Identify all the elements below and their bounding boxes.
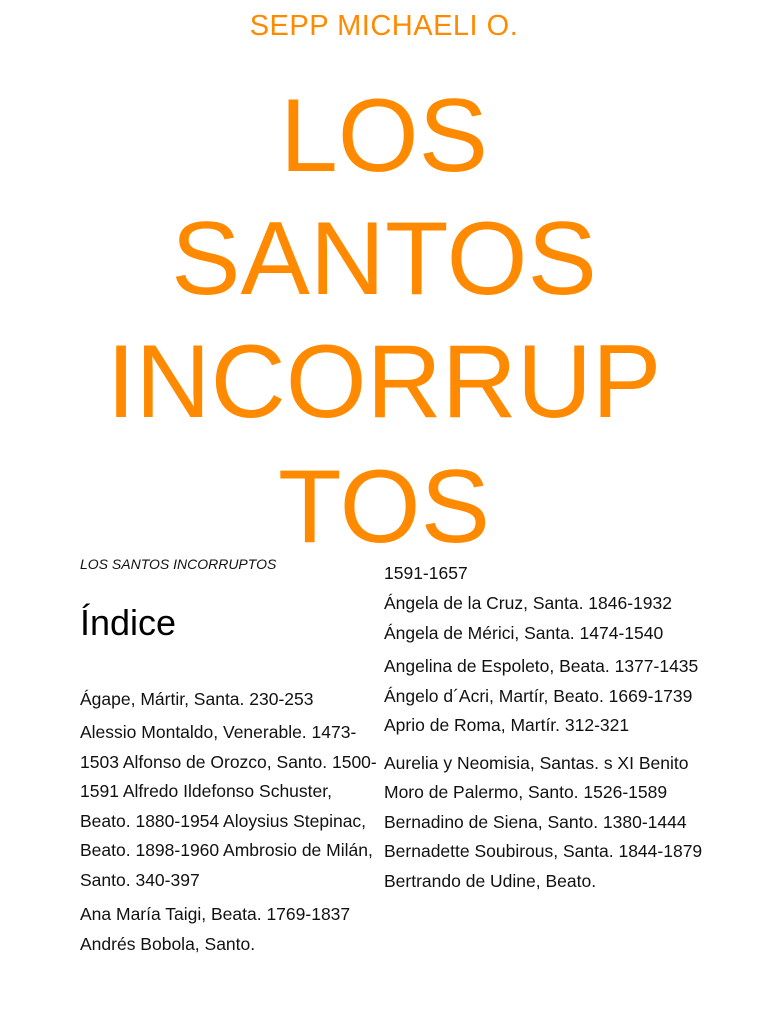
book-title-line-3: INCORRUP — [106, 324, 662, 440]
index-entries-left — [80, 688, 378, 955]
index-entry: Ágape, Mártir, Santa. 230-253 — [80, 689, 314, 709]
index-entry: Angelina de Espoleto, Beata. 1377-1435 Ángelo d´Acri, Martír, Beato. 1669-1739 Aprio de Roma, Martír. 312-321 — [384, 656, 699, 735]
index-left-column — [80, 556, 378, 963]
index-entry: Ángela de la Cruz, Santa. 1846-1932 — [384, 593, 672, 613]
running-head: LOS SANTOS INCORRUPTOS — [80, 556, 277, 572]
index-entry: Ángela de Mérici, Santa. 1474-1540 — [384, 623, 664, 643]
index-entry: 1591-1657 — [384, 563, 468, 583]
book-title-line-1: LOS — [279, 78, 489, 194]
book-author: SEPP MICHAELI O. — [249, 10, 519, 42]
index-right-column — [384, 562, 714, 904]
book-title-line-4: TOS — [278, 449, 490, 565]
book-title-line-2: SANTOS — [171, 201, 597, 317]
index-entry: Alessio Montaldo, Venerable. 1473-1503 Alfonso de Orozco, Santo. 1500-1591 Alfredo Ildefonso Schuster, Beato. 1880-1954 Aloysius Stepinac, Beato. 1898-1960 Ambrosio de Milán, Santo. 340-397 — [80, 722, 377, 890]
index-entry: Andrés Bobola, Santo. — [80, 934, 256, 954]
index-heading: Índice — [80, 602, 177, 643]
index-entry: Aurelia y Neomisia, Santas. s XI Benito Moro de Palermo, Santo. 1526-1589 Bernadino de Siena, Santo. 1380-1444 Bernadette Soubirous, Santa. 1844-1879 Bertrando de Udine, Beato. — [384, 752, 703, 891]
index-entry: Ana María Taigi, Beata. 1769-1837 — [80, 904, 351, 924]
